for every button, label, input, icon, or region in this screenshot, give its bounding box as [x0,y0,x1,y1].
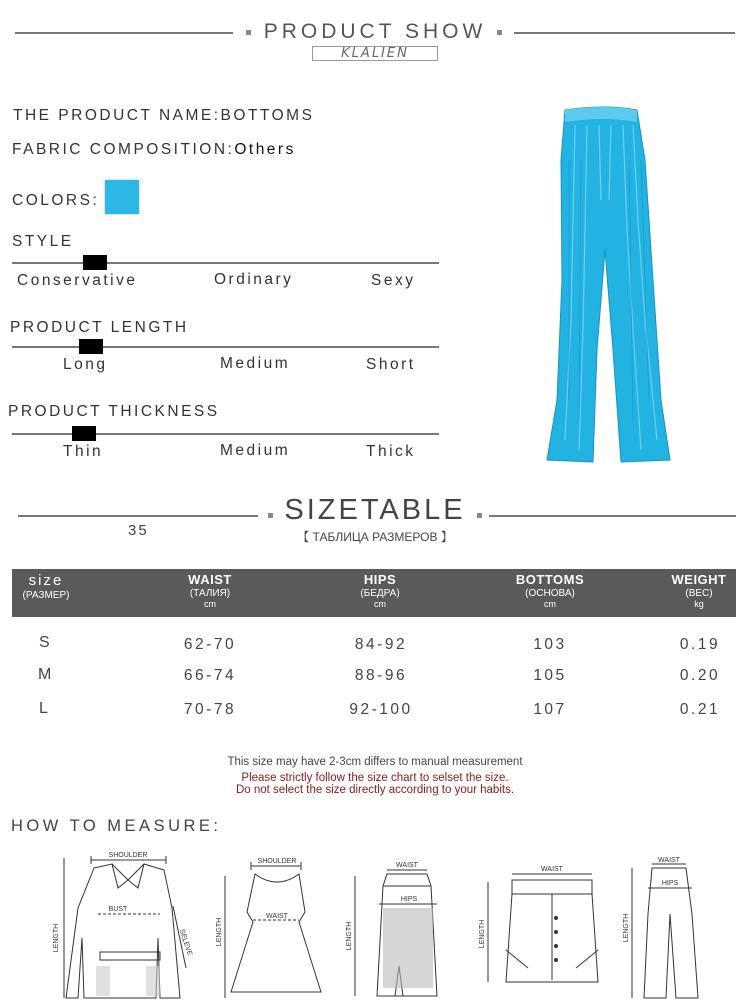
size-table-header [12,569,736,617]
label-waist: WAIST [658,857,680,864]
row-waist: 62-70 [183,636,237,653]
row-size: M [38,666,52,683]
label-selve: SELEVE [177,928,193,957]
header-rule-right [514,32,735,34]
page-title: PRODUCT SHOW [263,20,487,43]
note-warning-1: Please strictly follow the size chart to selset the size. [241,772,509,784]
label-hips: HIPS [400,896,418,903]
style-scale-line [12,262,439,264]
row-bottoms: 105 [533,667,567,684]
fabric-value: Others [234,141,296,158]
length-scale-line [12,346,439,348]
length-label: PRODUCT LENGTH [10,319,189,336]
side-number: 35 [128,522,149,539]
row-weight: 0.19 [679,636,721,653]
thickness-option-thick: Thick [366,443,416,460]
sizetable-dot-right [477,513,482,518]
row-size: S [39,634,50,651]
header-bottoms: BOTTOMS (ОСНОВА) cm [515,572,585,609]
header-size: size (РАЗМЕР) [22,572,70,601]
style-label: STYLE [12,233,74,250]
label-length: LENGTH [623,913,630,943]
style-option-conservative: Conservative [17,272,138,289]
product-image [535,100,685,475]
header-dot-right [497,30,502,35]
measure-title: HOW TO MEASURE: [11,817,222,835]
row-size: L [39,700,48,717]
sizetable-rule-right [489,515,736,517]
style-option-ordinary: Ordinary [214,271,294,288]
label-length: LENGTH [216,917,223,947]
shorts-measure-diagram [478,860,608,1000]
label-waist: WAIST [396,862,418,869]
row-weight: 0.20 [679,667,721,684]
length-marker [79,339,103,354]
length-option-long: Long [63,356,108,373]
thickness-option-thin: Thin [63,443,104,460]
label-length: LENGTH [479,919,486,949]
row-hips: 84-92 [354,636,408,653]
sizetable-title: SIZETABLE [284,494,466,526]
label-shoulder: SHOULDER [108,852,148,859]
style-option-sexy: Sexy [371,272,416,289]
thickness-marker [72,426,96,441]
pants-illustration [547,107,670,462]
row-bottoms: 107 [533,701,567,718]
label-waist: WAIST [266,913,288,920]
jacket-measure-diagram [48,848,198,1000]
header-hips: HIPS (БЕДРА) cm [360,572,400,609]
label-hips: HIPS [661,880,679,887]
length-option-medium: Medium [220,355,291,372]
fabric-composition [12,141,296,159]
dress-measure-diagram [215,852,325,1000]
row-waist: 66-74 [183,667,237,684]
label-waist: WAIST [541,866,563,873]
brand-label: KLALIEN [312,46,438,61]
header-waist: WAIST (ТАЛИЯ) cm [188,572,232,609]
row-weight: 0.21 [679,701,721,718]
color-swatch[interactable] [105,180,139,214]
note-measurement: This size may have 2-3cm differs to manual measurement [227,756,523,768]
thickness-label: PRODUCT THICKNESS [8,403,220,420]
fabric-label: FABRIC COMPOSITION: [12,141,235,158]
header-weight: WEIGHT (ВЕС) kg [671,572,727,609]
row-waist: 70-78 [183,701,237,718]
row-hips: 92-100 [349,701,413,718]
label-shoulder: SHOULDER [257,858,297,865]
length-option-short: Short [366,356,416,373]
label-bust: BUST [108,906,128,913]
label-length: LENGTH [53,923,60,953]
label-length: LENGTH [346,921,353,951]
sizetable-subtitle: 【 ТАБЛИЦА РАЗМЕРОВ 】 [297,530,453,544]
row-bottoms: 103 [533,636,567,653]
pants-measure-diagram [622,854,722,1000]
thickness-option-medium: Medium [220,442,291,459]
skirt-measure-diagram [345,856,445,1000]
product-name: THE PRODUCT NAME:BOTTOMS [13,107,315,124]
style-marker [83,255,107,270]
row-hips: 88-96 [354,667,408,684]
colors-label: COLORS: [12,192,100,209]
note-warning-2: Do not select the size directly according to your habits. [235,784,515,796]
